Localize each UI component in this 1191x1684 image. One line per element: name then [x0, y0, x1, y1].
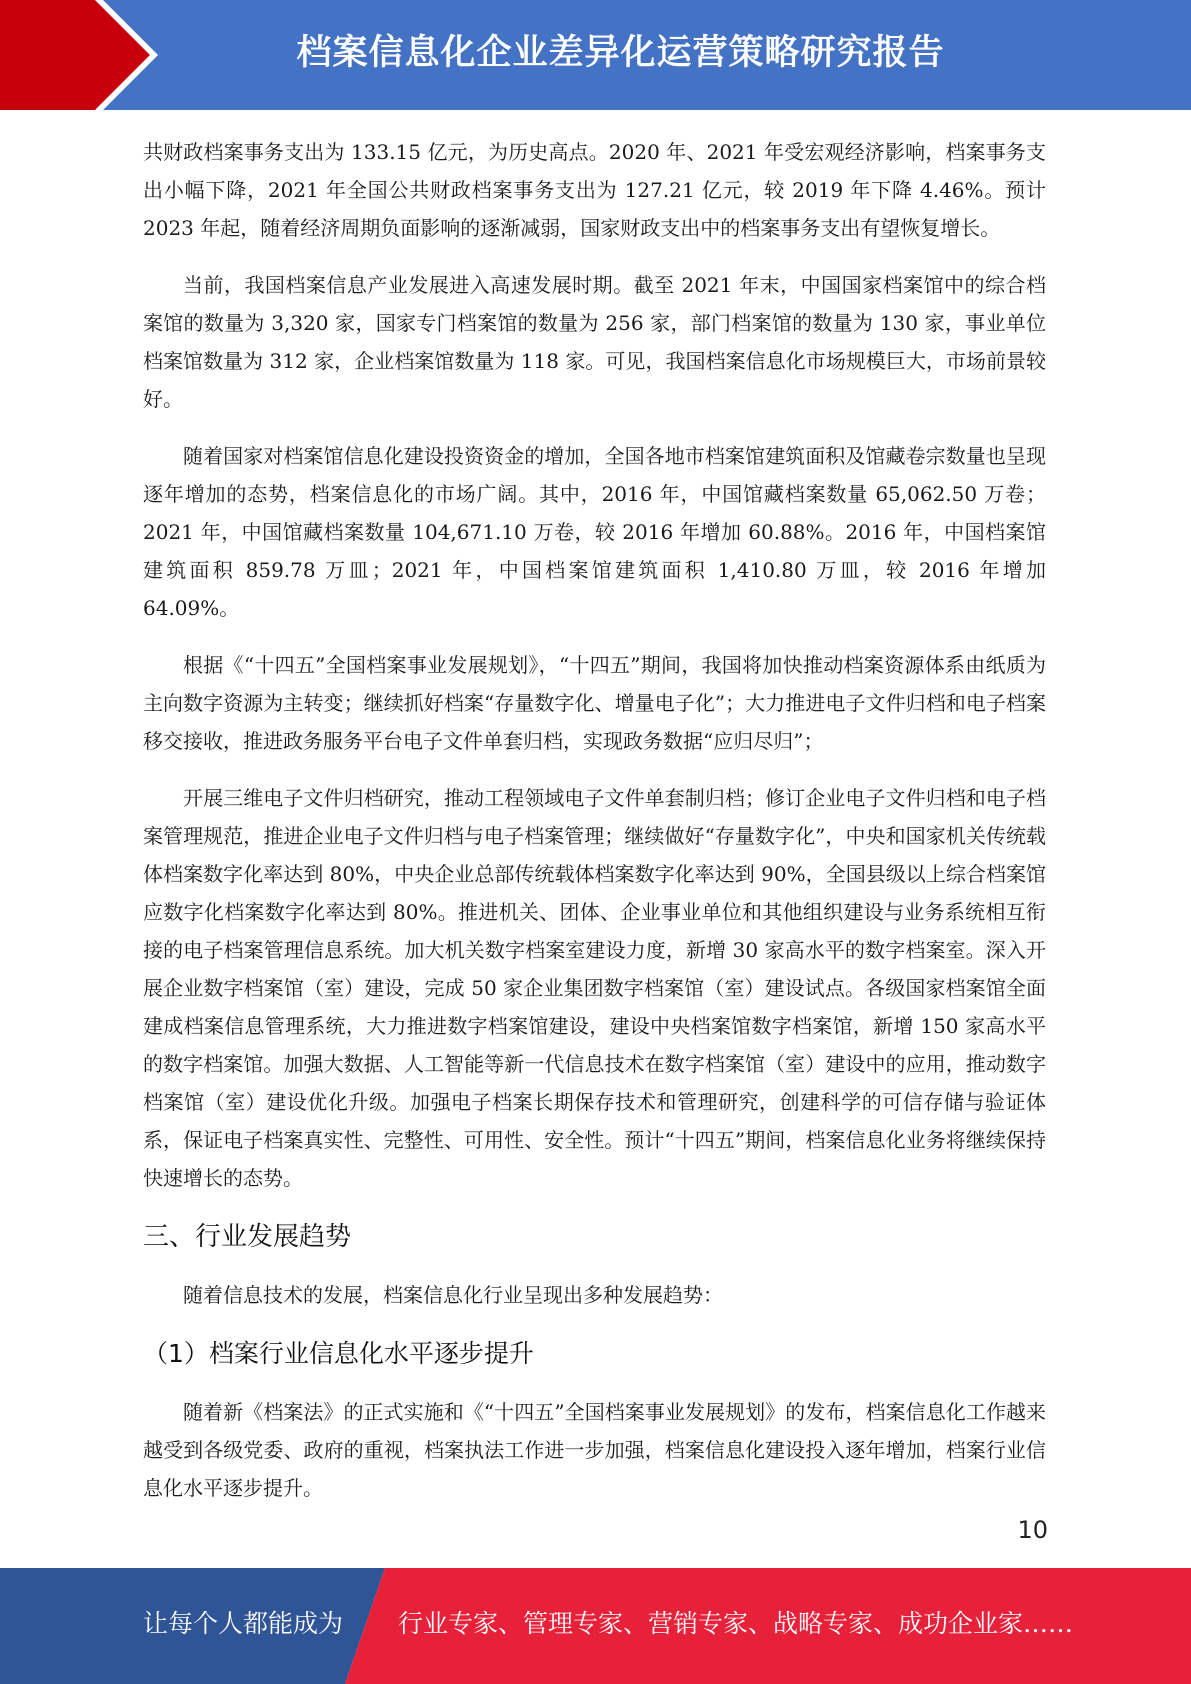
paragraph-4: 根据《“十四五”全国档案事业发展规划》，“十四五”期间，我国将加快推动档案资源体系由纸质为主向数字资源为主转变；继续抓好档案“存量数字化、增量电子化”；大力推进电子文件归档和电子档案移交接收，推进政务服务平台电子文件单套归档，实现政务数据“应归尽归”；: [143, 653, 1046, 753]
footer-slogan-left: 让每个人都能成为: [143, 1609, 344, 1638]
page-footer: [0, 1568, 1191, 1684]
paragraph-1: 共财政档案事务支出为 133.15 亿元，为历史高点。2020 年、2021 年受宏观经济影响，档案事务支出小幅下降，2021 年全国公共财政档案事务支出为 127.21 亿元，较 2019 年下降 4.46%。预计 2023 年起，随着经济周期负面影响的逐渐减弱，国家财政支出中的档案事务支出有望恢复增长。: [143, 140, 1046, 240]
section-heading: 三、行业发展趋势: [143, 1222, 352, 1252]
page-header: [0, 0, 1191, 110]
paragraph-2: 当前，我国档案信息产业发展进入高速发展时期。截至 2021 年末，中国国家档案馆中的综合档案馆的数量为 3,320 家，国家专门档案馆的数量为 256 家，部门档案馆的数量为 130 家，事业单位档案馆数量为 312 家，企业档案馆数量为 118 家。可见，我国档案信息化市场规模巨大，市场前景较好。: [143, 273, 1046, 411]
footer-slogan-right: 行业专家、管理专家、营销专家、战略专家、成功企业家……: [398, 1609, 1074, 1638]
subsection-heading: （1）档案行业信息化水平逐步提升: [143, 1339, 534, 1368]
page-number: 10: [1017, 1516, 1048, 1544]
report-title: 档案信息化企业差异化运营策略研究报告: [296, 33, 945, 73]
paragraph-6: 随着信息技术的发展，档案信息化行业呈现出多种发展趋势：: [183, 1283, 723, 1307]
paragraph-7: 随着新《档案法》的正式实施和《“十四五”全国档案事业发展规划》的发布，档案信息化工作越来越受到各级党委、政府的重视，档案执法工作进一步加强，档案信息化建设投入逐年增加，档案行业信息化水平逐步提升。: [143, 1400, 1046, 1500]
page-content: [143, 133, 1046, 1526]
paragraph-5: 开展三维电子文件归档研究，推动工程领域电子文件单套制归档；修订企业电子文件归档和电子档案管理规范，推进企业电子文件归档与电子档案管理；继续做好“存量数字化”，中央和国家机关传统载体档案数字化率达到 80%，中央企业总部传统载体档案数字化率达到 90%，全国县级以上综合档案馆应数字化档案数字化率达到 80%。推进机关、团体、企业事业单位和其他组织建设与业务系统相互衔接的电子档案管理信息系统。加大机关数字档案室建设力度，新增 30 家高水平的数字档案室。深入开展企业数字档案馆（室）建设，完成 50 家企业集团数字档案馆（室）建设试点。各级国家档案馆全面建成档案信息管理系统，大力推进数字档案馆建设，建设中央档案馆数字档案馆，新增 150 家高水平的数字档案馆。加强大数据、人工智能等新一代信息技术在数字档案馆（室）建设中的应用，推动数字档案馆（室）建设优化升级。加强电子档案长期保存技术和管理研究，创建科学的可信存储与验证体系，保证电子档案真实性、完整性、可用性、安全性。预计“十四五”期间，档案信息化业务将继续保持快速增长的态势。: [143, 786, 1046, 1190]
paragraph-3: 随着国家对档案馆信息化建设投资资金的增加，全国各地市档案馆建筑面积及馆藏卷宗数量也呈现逐年增加的态势，档案信息化的市场广阔。其中，2016 年，中国馆藏档案数量 65,062.50 万卷；2021 年，中国馆藏档案数量 104,671.10 万卷，较 2016 年增加 60.88%。2016 年，中国档案馆建筑面积 859.78 万皿；2021 年，中国档案馆建筑面积 1,410.80 万皿，较 2016 年增加 64.09%。: [143, 444, 1046, 620]
header-arrow-decoration: [0, 0, 240, 110]
